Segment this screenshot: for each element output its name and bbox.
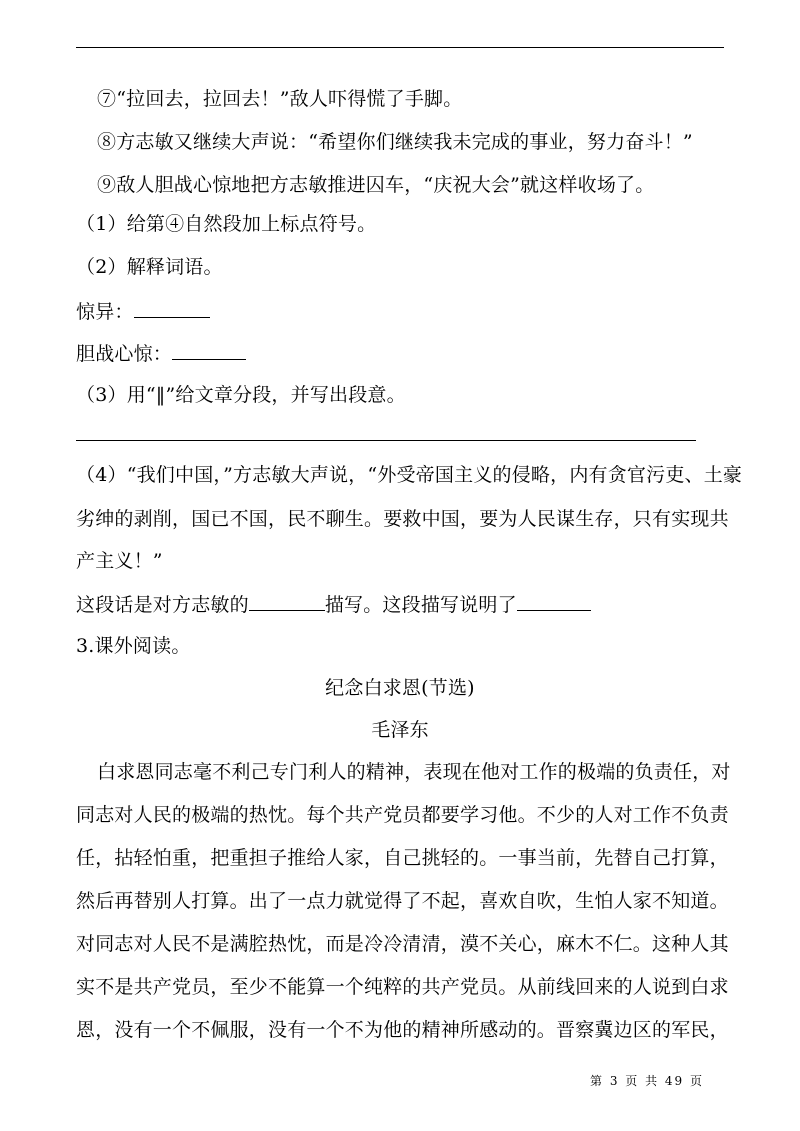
question-4-line-2: 劣绅的剥削，国已不国，民不聊生。要救中国，要为人民谋生存，只有实现共 xyxy=(76,508,729,530)
question-4-answer xyxy=(76,592,591,617)
question-4-line-3: 产主义！” xyxy=(76,550,163,572)
question-2b xyxy=(76,341,246,366)
paragraph-9: ⑨敌人胆战心惊地把方志敏推进囚车，“庆祝大会”就这样收场了。 xyxy=(97,174,655,196)
article-line: 实不是共产党员，至少不能算一个纯粹的共产党员。从前线回来的人说到白求 xyxy=(76,976,729,998)
answer-line-question-3[interactable] xyxy=(76,440,696,441)
article-line: 任，拈轻怕重，把重担子推给人家，自己挑轻的。一事当前，先替自己打算， xyxy=(76,847,729,869)
article-line: 白求恩同志毫不利己专门利人的精神，表现在他对工作的极端的负责任，对 xyxy=(97,761,731,783)
question-3: （3）用“‖”给文章分段，并写出段意。 xyxy=(76,384,406,406)
answer-blank-description-meaning[interactable] xyxy=(517,592,591,611)
header-rule xyxy=(76,47,724,48)
paragraph-7: ⑦“拉回去，拉回去！”敌人吓得慌了手脚。 xyxy=(97,88,463,110)
article-line: 恩，没有一个不佩服，没有一个不为他的精神所感动的。晋察冀边区的军民， xyxy=(76,1019,729,1041)
page-number: 第 3 页 共 49 页 xyxy=(590,1074,704,1088)
question-2: （2）解释词语。 xyxy=(76,256,223,278)
article-line: 然后再替别人打算。出了一点力就觉得了不起，喜欢自吹，生怕人家不知道。 xyxy=(76,890,729,912)
answer-blank-danzhanxinjing[interactable] xyxy=(172,341,246,360)
answer-blank-jingyi[interactable] xyxy=(134,299,210,318)
question-4-line-1: （4）“我们中国，”方志敏大声说，“外受帝国主义的侵略，内有贪官污吏、土豪 xyxy=(76,464,743,486)
paragraph-8: ⑧方志敏又继续大声说：“希望你们继续我未完成的事业，努力奋斗！” xyxy=(97,131,693,153)
question-2b-label: 胆战心惊： xyxy=(76,343,173,365)
article-title: 纪念白求恩(节选) xyxy=(325,677,475,699)
answer-blank-description-type[interactable] xyxy=(249,592,325,611)
question-2a-label: 惊异： xyxy=(76,301,134,323)
question-4-answer-text-a: 这段话是对方志敏的 xyxy=(76,594,249,616)
section-3-heading: 3.课外阅读。 xyxy=(76,635,191,657)
question-4-answer-text-b: 描写。这段描写说明了 xyxy=(324,594,517,616)
article-line: 对同志对人民不是满腔热忱，而是冷冷清清，漠不关心，麻木不仁。这种人其 xyxy=(76,933,729,955)
question-1: （1）给第④自然段加上标点符号。 xyxy=(76,213,377,235)
article-line: 同志对人民的极端的热忱。每个共产党员都要学习他。不少的人对工作不负责 xyxy=(76,804,729,826)
article-author: 毛泽东 xyxy=(371,719,429,741)
question-2a xyxy=(76,299,210,324)
